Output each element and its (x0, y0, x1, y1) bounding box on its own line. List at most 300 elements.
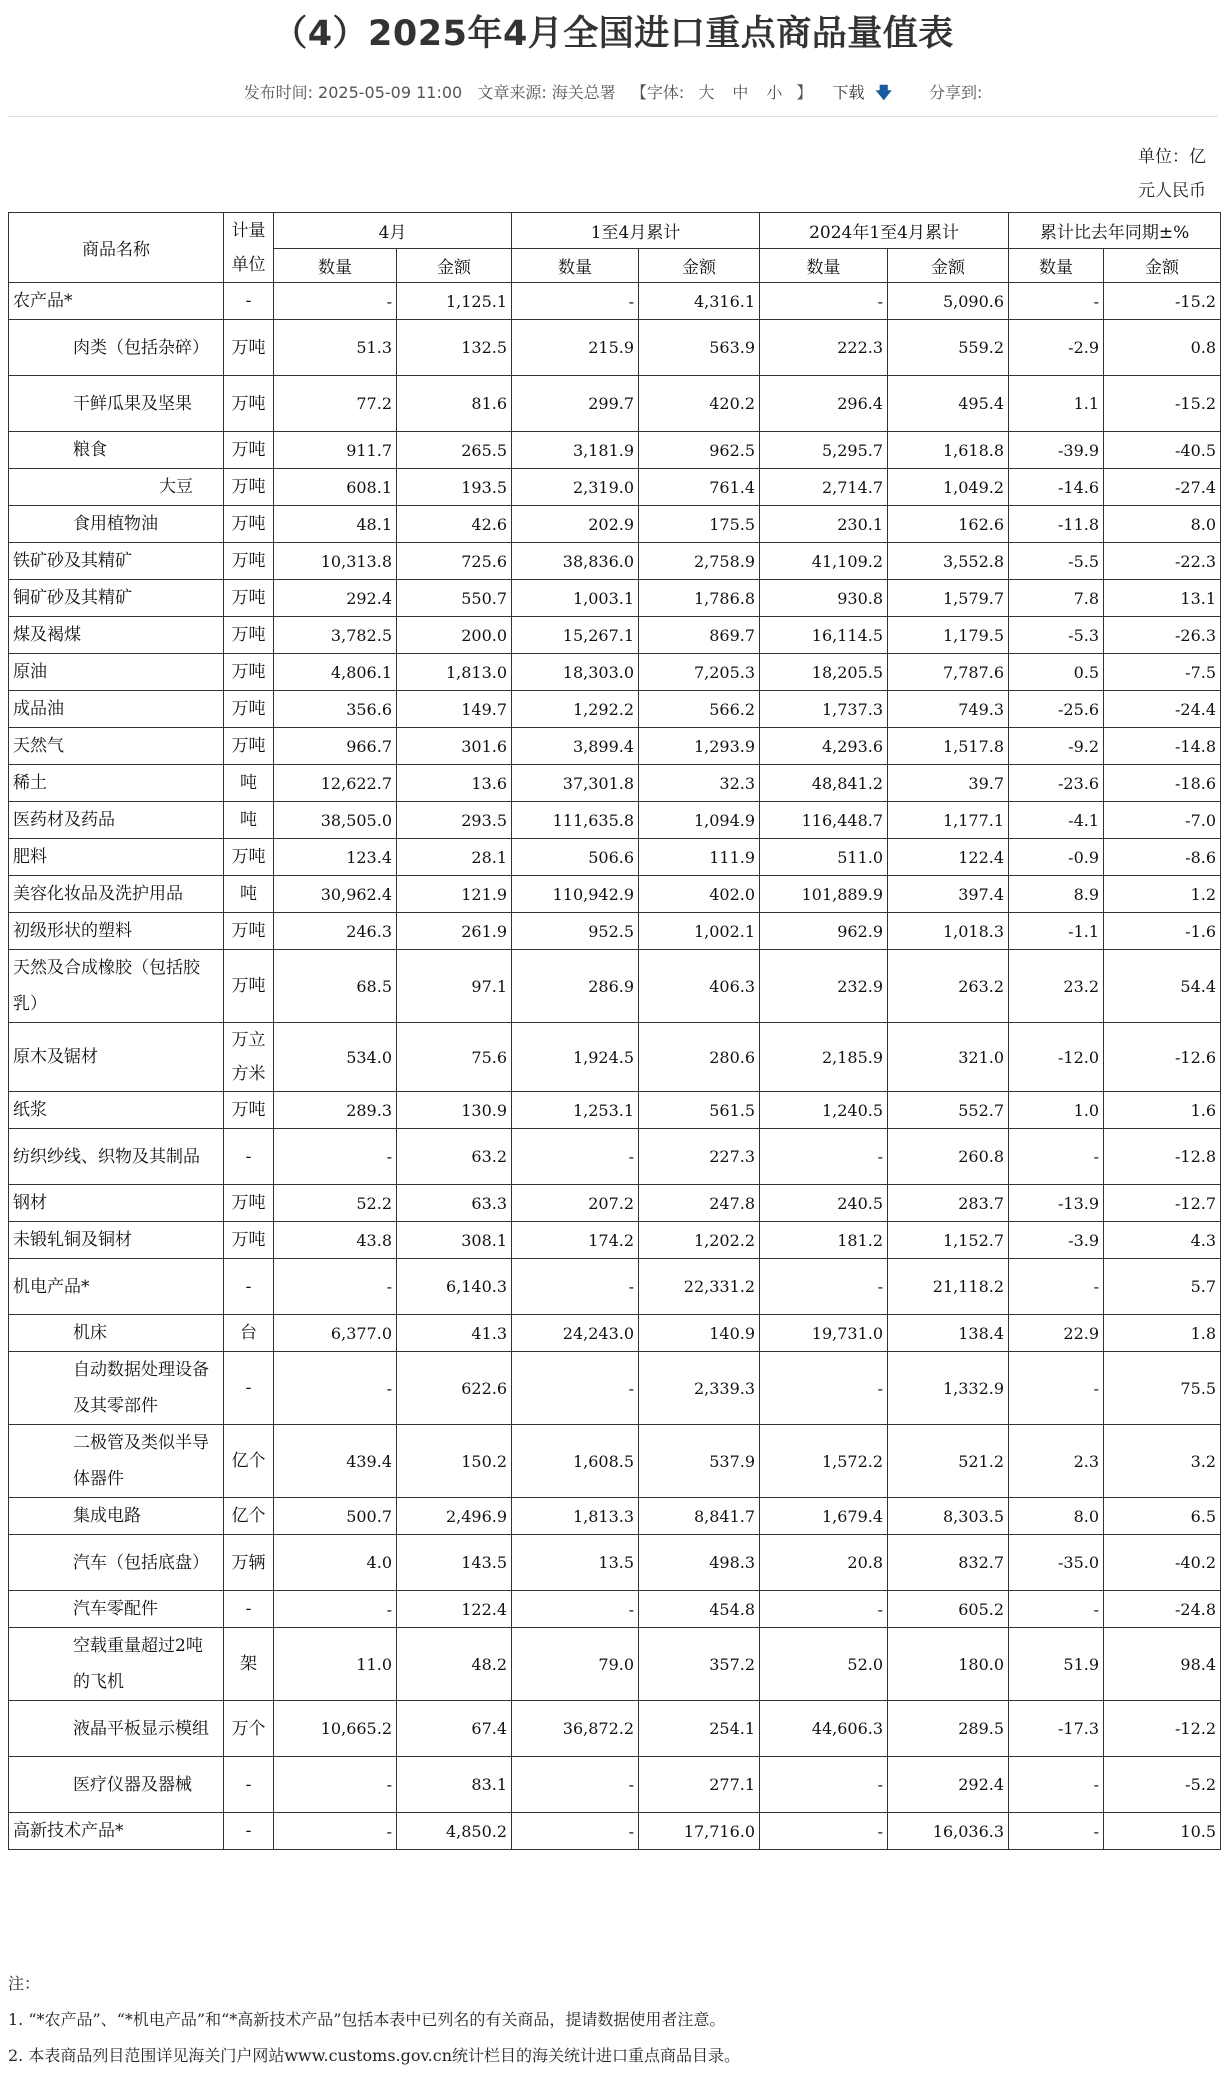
header-qty: 数量 (512, 249, 639, 283)
amt-cell: 16,036.3 (888, 1813, 1009, 1850)
commodity-name: 机床 (9, 1315, 224, 1352)
amt-cell: 21,118.2 (888, 1259, 1009, 1315)
amt-cell: 54.4 (1104, 950, 1221, 1023)
qty-cell: 68.5 (274, 950, 397, 1023)
amt-cell: -40.2 (1104, 1535, 1221, 1591)
commodity-name: 煤及褐煤 (9, 617, 224, 654)
amt-cell: 254.1 (639, 1701, 760, 1757)
qty-cell: - (512, 1757, 639, 1813)
amt-cell: -27.4 (1104, 469, 1221, 506)
amt-cell: 32.3 (639, 765, 760, 802)
download-button[interactable] (827, 83, 896, 102)
measure-unit: 万吨 (224, 320, 274, 376)
measure-unit: 吨 (224, 802, 274, 839)
amt-cell: 8,303.5 (888, 1498, 1009, 1535)
header-month: 4月 (274, 213, 512, 249)
qty-cell: 18,303.0 (512, 654, 639, 691)
qty-cell: 51.9 (1009, 1628, 1104, 1701)
qty-cell: 911.7 (274, 432, 397, 469)
amt-cell: 1,094.9 (639, 802, 760, 839)
table-row (9, 728, 1221, 765)
commodity-name: 医药材及药品 (9, 802, 224, 839)
qty-cell: 48.1 (274, 506, 397, 543)
header-unit: 计量单位 (224, 213, 274, 283)
qty-cell: 1.0 (1009, 1092, 1104, 1129)
qty-cell: - (760, 1129, 888, 1185)
footnote-2: 2. 本表商品列目范围详见海关门户网站www.customs.gov.cn统计栏目的海关统计进口重点商品目录。 (8, 2046, 741, 2065)
qty-cell: 52.2 (274, 1185, 397, 1222)
table-row (9, 1222, 1221, 1259)
amt-cell: 561.5 (639, 1092, 760, 1129)
qty-cell: -5.5 (1009, 543, 1104, 580)
header-amt: 金额 (397, 249, 512, 283)
commodity-name: 纸浆 (9, 1092, 224, 1129)
table-row (9, 1129, 1221, 1185)
amt-cell: 6.5 (1104, 1498, 1221, 1535)
qty-cell: 4,293.6 (760, 728, 888, 765)
qty-cell: 13.5 (512, 1535, 639, 1591)
amt-cell: -15.2 (1104, 376, 1221, 432)
amt-cell: 563.9 (639, 320, 760, 376)
amt-cell: -12.2 (1104, 1701, 1221, 1757)
qty-cell: 1,572.2 (760, 1425, 888, 1498)
amt-cell: 22,331.2 (639, 1259, 760, 1315)
qty-cell: -17.3 (1009, 1701, 1104, 1757)
amt-cell: 521.2 (888, 1425, 1009, 1498)
commodity-name: 肉类（包括杂碎） (9, 320, 224, 376)
qty-cell: 1,292.2 (512, 691, 639, 728)
qty-cell: - (274, 1757, 397, 1813)
header-qty: 数量 (760, 249, 888, 283)
amt-cell: 1,579.7 (888, 580, 1009, 617)
qty-cell: 4,806.1 (274, 654, 397, 691)
commodity-name: 医疗仪器及器械 (9, 1757, 224, 1813)
qty-cell: 3,899.4 (512, 728, 639, 765)
amt-cell: 1,177.1 (888, 802, 1009, 839)
font-size-label: 【字体: (630, 83, 685, 102)
amt-cell: 622.6 (397, 1352, 512, 1425)
amt-cell: 2,339.3 (639, 1352, 760, 1425)
amt-cell: 4,316.1 (639, 283, 760, 320)
qty-cell: 8.0 (1009, 1498, 1104, 1535)
table-row (9, 1425, 1221, 1498)
measure-unit: 万吨 (224, 950, 274, 1023)
table-row (9, 1498, 1221, 1535)
qty-cell: - (1009, 1352, 1104, 1425)
amt-cell: 761.4 (639, 469, 760, 506)
qty-cell: - (512, 1591, 639, 1628)
measure-unit: 架 (224, 1628, 274, 1701)
table-row (9, 765, 1221, 802)
qty-cell: 24,243.0 (512, 1315, 639, 1352)
qty-cell: - (760, 283, 888, 320)
amt-cell: 97.1 (397, 950, 512, 1023)
amt-cell: 566.2 (639, 691, 760, 728)
measure-unit: - (224, 1129, 274, 1185)
qty-cell: 7.8 (1009, 580, 1104, 617)
font-size-medium-button[interactable]: 中 (732, 83, 749, 102)
amt-cell: -18.6 (1104, 765, 1221, 802)
qty-cell: 181.2 (760, 1222, 888, 1259)
amt-cell: -15.2 (1104, 283, 1221, 320)
qty-cell: 3,782.5 (274, 617, 397, 654)
amt-cell: 308.1 (397, 1222, 512, 1259)
table-row (9, 1813, 1221, 1850)
measure-unit: 吨 (224, 765, 274, 802)
amt-cell: 121.9 (397, 876, 512, 913)
qty-cell: 2,319.0 (512, 469, 639, 506)
measure-unit: 万吨 (224, 1092, 274, 1129)
amt-cell: 5.7 (1104, 1259, 1221, 1315)
amt-cell: 17,716.0 (639, 1813, 760, 1850)
table-row (9, 1535, 1221, 1591)
qty-cell: 1.1 (1009, 376, 1104, 432)
amt-cell: 138.4 (888, 1315, 1009, 1352)
amt-cell: 150.2 (397, 1425, 512, 1498)
amt-cell: 559.2 (888, 320, 1009, 376)
qty-cell: - (760, 1813, 888, 1850)
font-size-large-button[interactable]: 大 (698, 83, 715, 102)
qty-cell: 3,181.9 (512, 432, 639, 469)
table-row (9, 432, 1221, 469)
amt-cell: 1,517.8 (888, 728, 1009, 765)
qty-cell: - (512, 1813, 639, 1850)
amt-cell: 321.0 (888, 1023, 1009, 1092)
amt-cell: 1,018.3 (888, 913, 1009, 950)
measure-unit: 万吨 (224, 1222, 274, 1259)
amt-cell: 48.2 (397, 1628, 512, 1701)
qty-cell: 111,635.8 (512, 802, 639, 839)
amt-cell: 962.5 (639, 432, 760, 469)
qty-cell: 240.5 (760, 1185, 888, 1222)
commodity-name: 液晶平板显示模组 (9, 1701, 224, 1757)
table-row (9, 580, 1221, 617)
amt-cell: 406.3 (639, 950, 760, 1023)
commodity-name: 铜矿砂及其精矿 (9, 580, 224, 617)
header-amt: 金额 (639, 249, 760, 283)
qty-cell: 15,267.1 (512, 617, 639, 654)
qty-cell: 43.8 (274, 1222, 397, 1259)
commodity-name: 二极管及类似半导体器件 (9, 1425, 224, 1498)
qty-cell: 101,889.9 (760, 876, 888, 913)
qty-cell: 1,240.5 (760, 1092, 888, 1129)
measure-unit: 万吨 (224, 691, 274, 728)
table-row (9, 876, 1221, 913)
qty-cell: 506.6 (512, 839, 639, 876)
qty-cell: 1,679.4 (760, 1498, 888, 1535)
amt-cell: 41.3 (397, 1315, 512, 1352)
qty-cell: 1,924.5 (512, 1023, 639, 1092)
measure-unit: 亿个 (224, 1498, 274, 1535)
qty-cell: 30,962.4 (274, 876, 397, 913)
amt-cell: 1,293.9 (639, 728, 760, 765)
commodity-name: 稀土 (9, 765, 224, 802)
amt-cell: 289.5 (888, 1701, 1009, 1757)
amt-cell: 265.5 (397, 432, 512, 469)
font-size-small-button[interactable]: 小 (766, 83, 783, 102)
qty-cell: 38,836.0 (512, 543, 639, 580)
amt-cell: 3,552.8 (888, 543, 1009, 580)
measure-unit: 万吨 (224, 913, 274, 950)
qty-cell: 207.2 (512, 1185, 639, 1222)
amt-cell: 1,618.8 (888, 432, 1009, 469)
table-row (9, 617, 1221, 654)
amt-cell: 42.6 (397, 506, 512, 543)
qty-cell: 38,505.0 (274, 802, 397, 839)
amt-cell: 7,787.6 (888, 654, 1009, 691)
measure-unit: 万吨 (224, 1185, 274, 1222)
qty-cell: - (274, 283, 397, 320)
commodity-name: 纺织纱线、织物及其制品 (9, 1129, 224, 1185)
commodity-name: 粮食 (9, 432, 224, 469)
qty-cell: 2,185.9 (760, 1023, 888, 1092)
qty-cell: - (512, 283, 639, 320)
table-row (9, 1185, 1221, 1222)
amt-cell: 193.5 (397, 469, 512, 506)
amt-cell: 749.3 (888, 691, 1009, 728)
amt-cell: 143.5 (397, 1535, 512, 1591)
table-row (9, 950, 1221, 1023)
import-commodities-table (8, 212, 1221, 1850)
amt-cell: 402.0 (639, 876, 760, 913)
measure-unit: 万吨 (224, 580, 274, 617)
qty-cell: 174.2 (512, 1222, 639, 1259)
amt-cell: 293.5 (397, 802, 512, 839)
amt-cell: 63.2 (397, 1129, 512, 1185)
amt-cell: 6,140.3 (397, 1259, 512, 1315)
amt-cell: 1,202.2 (639, 1222, 760, 1259)
amt-cell: 111.9 (639, 839, 760, 876)
qty-cell: 534.0 (274, 1023, 397, 1092)
commodity-name: 成品油 (9, 691, 224, 728)
qty-cell: 289.3 (274, 1092, 397, 1129)
qty-cell: 952.5 (512, 913, 639, 950)
qty-cell: 20.8 (760, 1535, 888, 1591)
measure-unit: - (224, 1813, 274, 1850)
qty-cell: -9.2 (1009, 728, 1104, 765)
header-amt: 金额 (888, 249, 1009, 283)
qty-cell: 292.4 (274, 580, 397, 617)
amt-cell: 4,850.2 (397, 1813, 512, 1850)
qty-cell: -39.9 (1009, 432, 1104, 469)
qty-cell: 1,608.5 (512, 1425, 639, 1498)
amt-cell: 725.6 (397, 543, 512, 580)
header-qty: 数量 (274, 249, 397, 283)
measure-unit: 万吨 (224, 617, 274, 654)
measure-unit: 万吨 (224, 654, 274, 691)
commodity-name: 未锻轧铜及铜材 (9, 1222, 224, 1259)
amt-cell: 7,205.3 (639, 654, 760, 691)
amt-cell: 1.8 (1104, 1315, 1221, 1352)
page-title: （4）2025年4月全国进口重点商品量值表 (272, 14, 954, 54)
footnote-heading: 注： (8, 1974, 41, 1993)
qty-cell: 52.0 (760, 1628, 888, 1701)
table-row (9, 802, 1221, 839)
measure-unit: - (224, 283, 274, 320)
amt-cell: -26.3 (1104, 617, 1221, 654)
qty-cell: -0.9 (1009, 839, 1104, 876)
measure-unit: - (224, 1259, 274, 1315)
commodity-name: 集成电路 (9, 1498, 224, 1535)
amt-cell: 8.0 (1104, 506, 1221, 543)
amt-cell: -14.8 (1104, 728, 1221, 765)
table-row (9, 1259, 1221, 1315)
qty-cell: - (1009, 283, 1104, 320)
qty-cell: -14.6 (1009, 469, 1104, 506)
commodity-name: 钢材 (9, 1185, 224, 1222)
amt-cell: -12.7 (1104, 1185, 1221, 1222)
qty-cell: 11.0 (274, 1628, 397, 1701)
amt-cell: 1,152.7 (888, 1222, 1009, 1259)
amt-cell: 200.0 (397, 617, 512, 654)
qty-cell: 299.7 (512, 376, 639, 432)
qty-cell: 10,313.8 (274, 543, 397, 580)
amt-cell: -24.8 (1104, 1591, 1221, 1628)
commodity-name: 机电产品* (9, 1259, 224, 1315)
qty-cell: 77.2 (274, 376, 397, 432)
qty-cell: -35.0 (1009, 1535, 1104, 1591)
commodity-name: 原木及锯材 (9, 1023, 224, 1092)
qty-cell: 962.9 (760, 913, 888, 950)
commodity-name: 美容化妆品及洗护用品 (9, 876, 224, 913)
amt-cell: 132.5 (397, 320, 512, 376)
amt-cell: 552.7 (888, 1092, 1009, 1129)
measure-unit: 万吨 (224, 728, 274, 765)
amt-cell: -12.8 (1104, 1129, 1221, 1185)
amt-cell: 261.9 (397, 913, 512, 950)
commodity-name: 高新技术产品* (9, 1813, 224, 1850)
qty-cell: -2.9 (1009, 320, 1104, 376)
amt-cell: 63.3 (397, 1185, 512, 1222)
qty-cell: 12,622.7 (274, 765, 397, 802)
amt-cell: 537.9 (639, 1425, 760, 1498)
article-meta (0, 80, 1226, 109)
header-name: 商品名称 (9, 213, 224, 283)
amt-cell: 277.1 (639, 1757, 760, 1813)
measure-unit: 万吨 (224, 839, 274, 876)
table-row (9, 1701, 1221, 1757)
commodity-name: 天然及合成橡胶（包括胶乳） (9, 950, 224, 1023)
qty-cell: -12.0 (1009, 1023, 1104, 1092)
header-cumulative: 1至4月累计 (512, 213, 760, 249)
measure-unit: 万个 (224, 1701, 274, 1757)
amt-cell: 550.7 (397, 580, 512, 617)
qty-cell: 48,841.2 (760, 765, 888, 802)
publish-time: 发布时间: 2025-05-09 11:00 (243, 83, 463, 102)
table-row (9, 913, 1221, 950)
amt-cell: 0.8 (1104, 320, 1221, 376)
qty-cell: 2.3 (1009, 1425, 1104, 1498)
commodity-name: 汽车零配件 (9, 1591, 224, 1628)
qty-cell: 930.8 (760, 580, 888, 617)
table-row (9, 839, 1221, 876)
measure-unit: 万辆 (224, 1535, 274, 1591)
commodity-name: 大豆 (9, 469, 224, 506)
qty-cell: 16,114.5 (760, 617, 888, 654)
amt-cell: 67.4 (397, 1701, 512, 1757)
amt-cell: 2,496.9 (397, 1498, 512, 1535)
amt-cell: 39.7 (888, 765, 1009, 802)
table-row (9, 1352, 1221, 1425)
qty-cell: 2,714.7 (760, 469, 888, 506)
qty-cell: 41,109.2 (760, 543, 888, 580)
qty-cell: - (274, 1813, 397, 1850)
table-row (9, 1092, 1221, 1129)
qty-cell: - (1009, 1757, 1104, 1813)
qty-cell: 51.3 (274, 320, 397, 376)
amt-cell: 75.6 (397, 1023, 512, 1092)
amt-cell: -5.2 (1104, 1757, 1221, 1813)
qty-cell: 232.9 (760, 950, 888, 1023)
amt-cell: 75.5 (1104, 1352, 1221, 1425)
amt-cell: 498.3 (639, 1535, 760, 1591)
qty-cell: 36,872.2 (512, 1701, 639, 1757)
qty-cell: - (760, 1352, 888, 1425)
qty-cell: 110,942.9 (512, 876, 639, 913)
amt-cell: 605.2 (888, 1591, 1009, 1628)
commodity-name: 初级形状的塑料 (9, 913, 224, 950)
measure-unit: 万吨 (224, 432, 274, 469)
download-icon: 🡇 (875, 83, 892, 102)
amt-cell: 1,786.8 (639, 580, 760, 617)
amt-cell: 1.2 (1104, 876, 1221, 913)
qty-cell: 8.9 (1009, 876, 1104, 913)
qty-cell: - (1009, 1129, 1104, 1185)
measure-unit: - (224, 1591, 274, 1628)
qty-cell: 1,813.3 (512, 1498, 639, 1535)
amt-cell: 263.2 (888, 950, 1009, 1023)
table-row (9, 654, 1221, 691)
commodity-name: 铁矿砂及其精矿 (9, 543, 224, 580)
qty-cell: 230.1 (760, 506, 888, 543)
amt-cell: 10.5 (1104, 1813, 1221, 1850)
qty-cell: -3.9 (1009, 1222, 1104, 1259)
qty-cell: 37,301.8 (512, 765, 639, 802)
qty-cell: 356.6 (274, 691, 397, 728)
qty-cell: - (512, 1129, 639, 1185)
amt-cell: 140.9 (639, 1315, 760, 1352)
qty-cell: - (274, 1259, 397, 1315)
unit-note (1138, 140, 1206, 208)
table-row (9, 1757, 1221, 1813)
commodity-name: 肥料 (9, 839, 224, 876)
qty-cell: - (512, 1259, 639, 1315)
table-row (9, 506, 1221, 543)
table-row (9, 283, 1221, 320)
amt-cell: 130.9 (397, 1092, 512, 1129)
qty-cell: -4.1 (1009, 802, 1104, 839)
amt-cell: 454.8 (639, 1591, 760, 1628)
amt-cell: -22.3 (1104, 543, 1221, 580)
amt-cell: 280.6 (639, 1023, 760, 1092)
qty-cell: 296.4 (760, 376, 888, 432)
qty-cell: 116,448.7 (760, 802, 888, 839)
qty-cell: 19,731.0 (760, 1315, 888, 1352)
table-row (9, 691, 1221, 728)
amt-cell: 122.4 (888, 839, 1009, 876)
qty-cell: 10,665.2 (274, 1701, 397, 1757)
amt-cell: -7.0 (1104, 802, 1221, 839)
qty-cell: 1,737.3 (760, 691, 888, 728)
header-qty: 数量 (1009, 249, 1104, 283)
table-row (9, 1315, 1221, 1352)
measure-unit: 万吨 (224, 469, 274, 506)
amt-cell: 227.3 (639, 1129, 760, 1185)
commodity-name: 天然气 (9, 728, 224, 765)
commodity-name: 汽车（包括底盘） (9, 1535, 224, 1591)
amt-cell: 283.7 (888, 1185, 1009, 1222)
qty-cell: 123.4 (274, 839, 397, 876)
